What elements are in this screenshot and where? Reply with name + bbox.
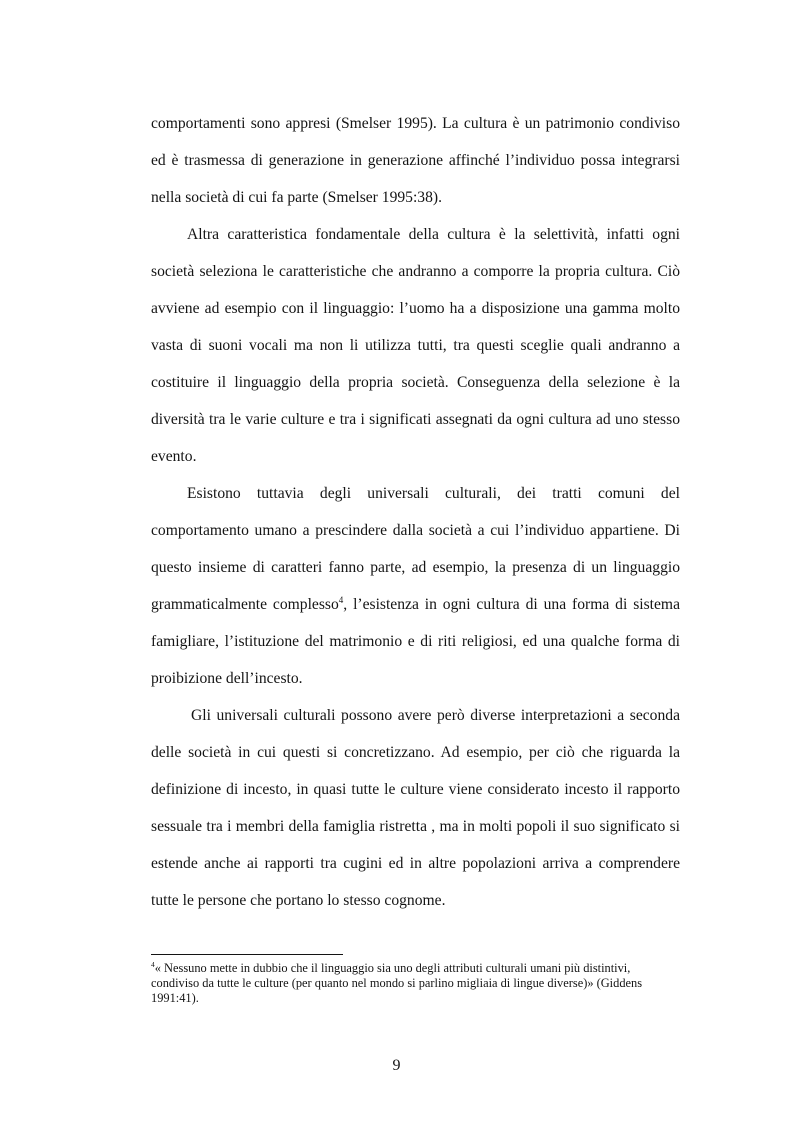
footnote-number: 4 — [151, 960, 155, 969]
paragraph-text-after-footnote: , l’esistenza in ogni cultura di una forma di sistema famigliare, l’istituzione del matrimonio e di riti religiosi, ed una qualche forma di proibizione dell’incesto. — [151, 596, 680, 687]
paragraph-selectivity: Altra caratteristica fondamentale della cultura è la selettività, infatti ogni società seleziona le caratteristiche che andranno a comporre la propria cultura. Ciò avviene ad esempio con il linguaggio: l’uomo ha a disposizione una gamma molto vasta di suoni vocali ma non li utilizza tutti, tra questi sceglie quali andranno a costituire il linguaggio della propria società. Conseguenza della selezione è la diversità tra le varie culture e tra i significati assegnati da ogni cultura ad uno stesso evento. — [151, 226, 680, 465]
paragraph-text-before-footnote: Esistono tuttavia degli universali culturali, dei tratti comuni del comportamento umano a prescindere dalla società a cui l’individuo appartiene. Di questo insieme di caratteri fanno parte, ad esempio, la presenza di un linguaggio grammaticalmente complesso — [151, 485, 680, 613]
footnote-text: « Nessuno mette in dubbio che il linguaggio sia uno degli attributi culturali umani più distintivi, condiviso da tutte le culture (per quanto nel mondo si parlino migliaia di lingue diverse)» (Giddens 1991:41). — [151, 961, 643, 1005]
paragraph-cultural-universals — [151, 475, 680, 697]
paragraph-continuation: comportamenti sono appresi (Smelser 1995). La cultura è un patrimonio condiviso ed è trasmessa di generazione in generazione affinché l’individuo possa integrarsi nella società di cui fa parte (Smelser 1995:38). — [151, 115, 680, 206]
paragraph-interpretations: Gli universali culturali possono avere però diverse interpretazioni a seconda delle società in cui questi si concretizzano. Ad esempio, per ciò che riguarda la definizione di incesto, in quasi tutte le culture viene considerato incesto il rapporto sessuale tra i membri della famiglia ristretta , ma in molti popoli il suo significato si estende anche ai rapporti tra cugini ed in altre popolazioni arriva a comprendere tutte le persone che portano lo stesso cognome. — [151, 707, 680, 909]
footnote-reference[interactable]: 4 — [338, 595, 344, 605]
page-number: 9 — [392, 1057, 401, 1074]
footnote — [151, 961, 680, 1006]
footnote-divider — [151, 954, 343, 955]
body-text — [151, 105, 680, 919]
